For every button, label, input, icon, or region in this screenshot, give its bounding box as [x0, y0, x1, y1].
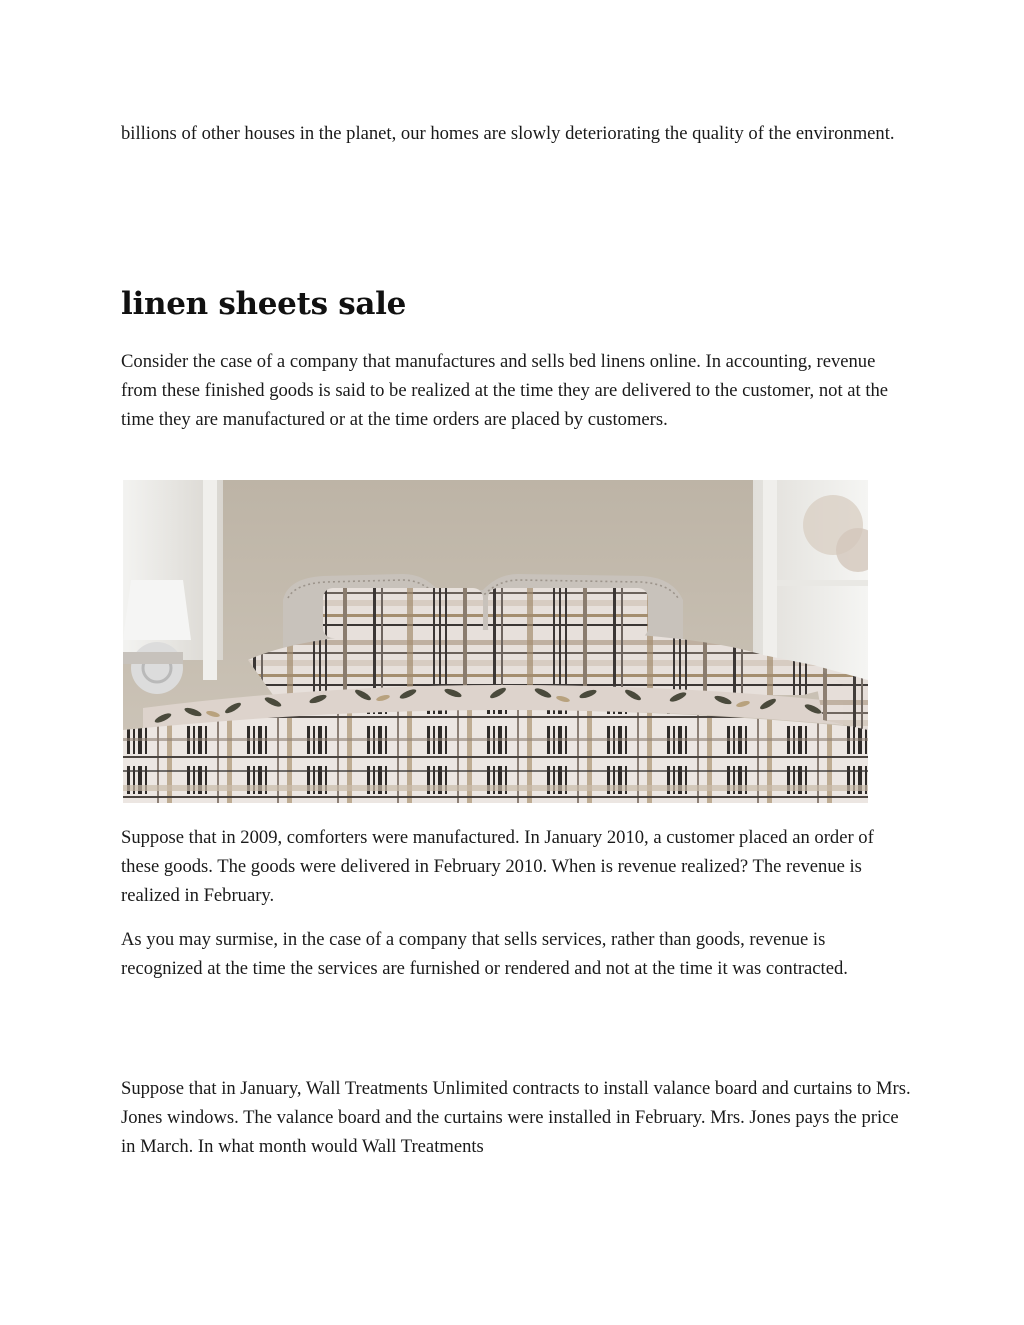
- linen-bed-photo: [123, 480, 868, 803]
- bed-with-striped-linen-sheets-icon: [123, 480, 868, 803]
- intro-paragraph: billions of other houses in the planet, our homes are slowly deteriorating the quality of the environment.: [121, 123, 895, 144]
- paragraph-comforters-example: Suppose that in 2009, comforters were manufactured. In January 2010, a customer placed an order of these goods. The goods were delivered in February 2010. When is revenue realized? The revenue is realized in February.: [121, 827, 874, 906]
- paragraph-bed-linens: Consider the case of a company that manufactures and sells bed linens online. In accounting, revenue from these finished goods is said to be realized at the time they are delivered to the customer, not at the time they are manufactured or at the time orders are placed by customers.: [121, 351, 889, 430]
- section-heading: linen sheets sale: [121, 286, 407, 322]
- paragraph-wall-treatments-example: Suppose that in January, Wall Treatments Unlimited contracts to install valance board and curtains to Mrs. Jones windows. The valance board and the curtains were installed in February. Mrs. Jones pays the price in March. In what month would Wall Treatments: [121, 1078, 911, 1157]
- paragraph-services-revenue: As you may surmise, in the case of a company that sells services, rather than goods, revenue is recognized at the time the services are furnished or rendered and not at the time it was contracted.: [121, 929, 848, 979]
